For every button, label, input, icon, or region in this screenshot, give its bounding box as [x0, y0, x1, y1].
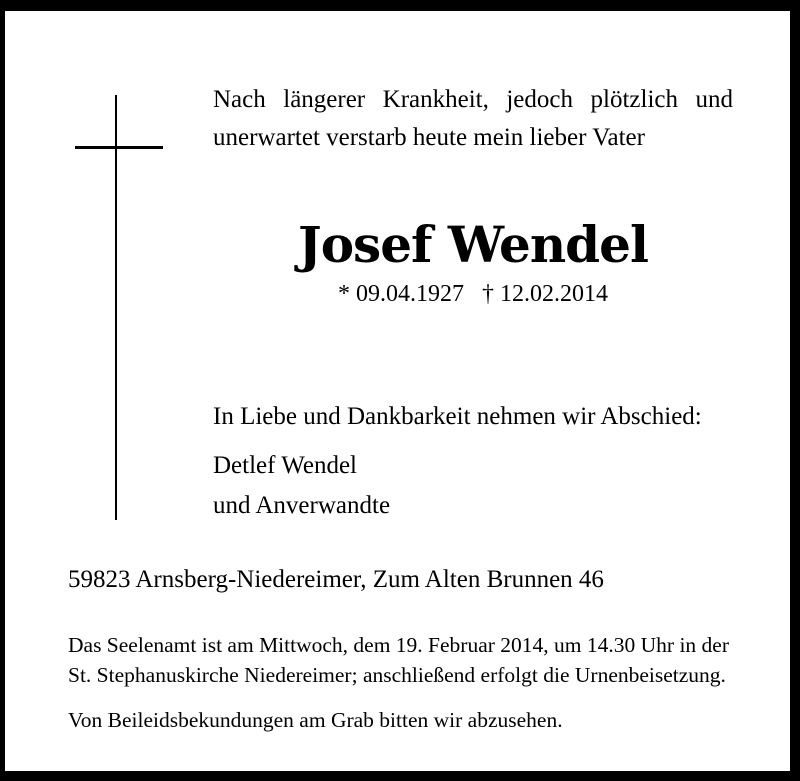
service-info: [68, 630, 729, 690]
farewell-line: In Liebe und Dankbarkeit nehmen wir Abschied:: [213, 403, 702, 430]
intro-line-1: Nach längerer Krankheit, jedoch plötzlich und: [213, 86, 733, 113]
life-dates: [213, 279, 733, 309]
mourner-relatives: und Anverwandte: [213, 492, 391, 519]
mourners: [213, 446, 390, 526]
birth-date: * 09.04.1927: [338, 281, 464, 307]
memorial-cross-icon-arm: [75, 146, 163, 149]
memorial-cross-icon: [115, 95, 117, 520]
deceased-name: Josef Wendel: [298, 215, 648, 274]
intro-text: [213, 81, 733, 157]
intro-line-2: unerwartet verstarb heute mein lieber Vater: [213, 124, 645, 151]
condolence-note: Von Beileidsbekundungen am Grab bitten wir abzusehen.: [68, 708, 563, 732]
mourner-name: Detlef Wendel: [213, 452, 357, 479]
service-line-1: Das Seelenamt ist am Mittwoch, dem 19. Februar 2014, um 14.30 Uhr in der: [68, 633, 730, 657]
death-date: † 12.02.2014: [482, 281, 608, 307]
service-line-2: St. Stephanuskirche Niedereimer; anschließend erfolgt die Urnenbeisetzung.: [68, 663, 726, 687]
address-line: 59823 Arnsberg-Niedereimer, Zum Alten Brunnen 46: [68, 566, 604, 593]
